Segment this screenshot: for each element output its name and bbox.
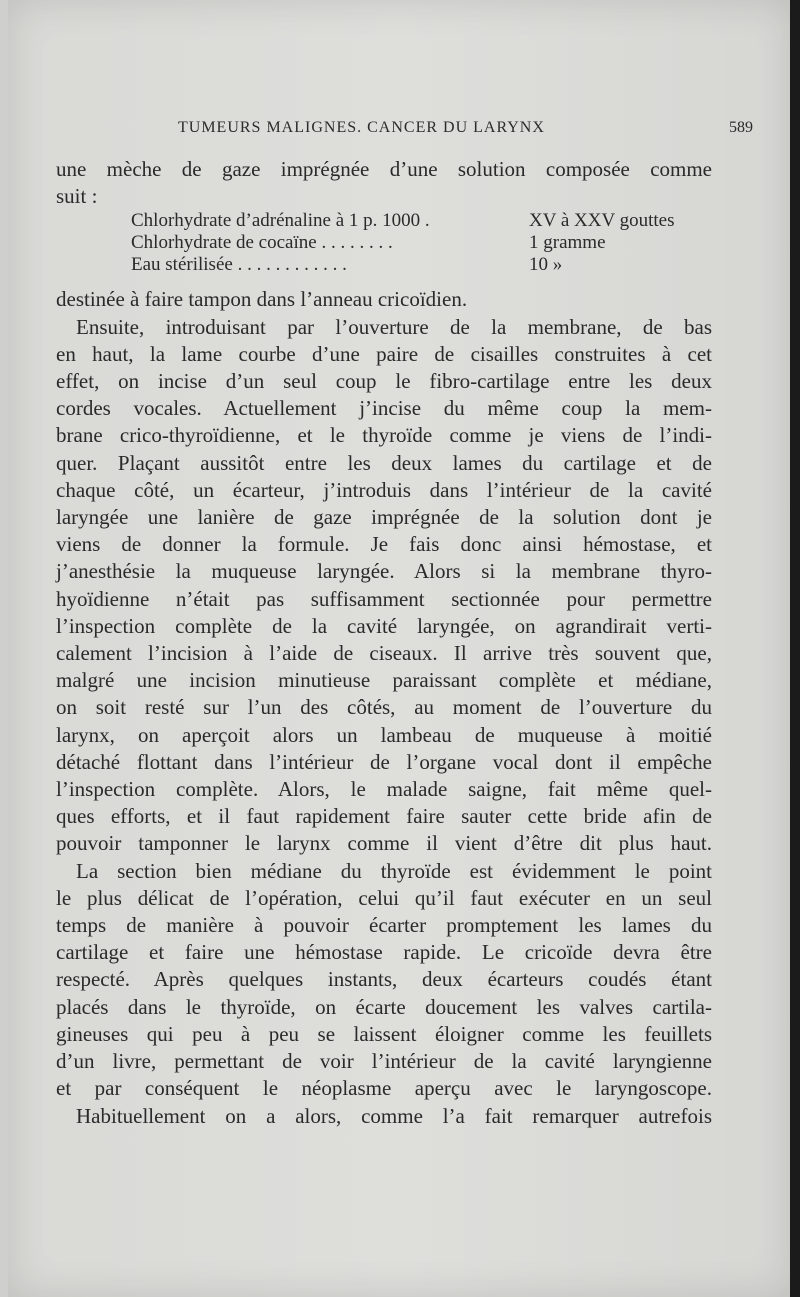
- paragraph-line: et par conséquent le néoplasme aperçu avec le laryngoscope.: [56, 1076, 712, 1101]
- paragraph-line: détaché flottant dans l’intérieur de l’organe vocal dont il empêche: [56, 749, 712, 774]
- running-title: TUMEURS MALIGNES. CANCER DU LARYNX: [178, 119, 545, 136]
- ingredient-list: [131, 210, 716, 276]
- paragraph-line: cartilage et faire une hémostase rapide. Le cricoïde devra être: [56, 940, 712, 965]
- paragraph-line: chaque côté, un écarteur, j’introduis dans l’intérieur de la cavité: [56, 477, 712, 502]
- ingredient-quantity: 10 »: [529, 254, 563, 276]
- paragraph-line: l’inspection complète de la cavité laryngée, on agrandirait verti-: [56, 613, 712, 638]
- paragraph-line: hyoïdienne n’était pas suffisamment sectionnée pour permettre: [56, 586, 712, 611]
- ingredient-quantity: XV à XXV gouttes: [529, 210, 675, 232]
- paragraph-line: cordes vocales. Actuellement j’incise du même coup la mem-: [56, 396, 712, 421]
- body-line: destinée à faire tampon dans l’anneau cricoïdien.: [56, 287, 468, 312]
- paragraph-line: j’anesthésie la muqueuse laryngée. Alors si la membrane thyro-: [56, 559, 712, 584]
- paragraph-line: le plus délicat de l’opération, celui qu’il faut exécuter en un seul: [56, 885, 712, 910]
- ingredient-name: Eau stérilisée . . . . . . . . . . . .: [131, 254, 347, 276]
- paragraph-line: brane crico-thyroïdienne, et le thyroïde comme je viens de l’indi-: [56, 423, 712, 448]
- paragraph-line: gineuses qui peu à peu se laissent éloigner comme les feuillets: [56, 1021, 712, 1046]
- paragraph-line: effet, on incise d’un seul coup le fibro-cartilage entre les deux: [56, 369, 712, 394]
- scan-edge: [790, 0, 800, 1297]
- paragraph-line: pouvoir tamponner le larynx comme il vient d’être dit plus haut.: [56, 831, 712, 856]
- paragraph-line: on soit resté sur l’un des côtés, au moment de l’ouverture du: [56, 695, 712, 720]
- ingredient-name: Chlorhydrate de cocaïne . . . . . . . .: [131, 232, 393, 254]
- body-line: suit :: [56, 184, 98, 209]
- paragraph-line: en haut, la lame courbe d’une paire de cisailles construites à cet: [56, 341, 712, 366]
- paragraph-line: La section bien médiane du thyroïde est évidemment le point: [76, 858, 712, 883]
- paragraph-line: respecté. Après quelques instants, deux écarteurs coudés étant: [56, 967, 712, 992]
- paragraph-line: larynx, on aperçoit alors un lambeau de muqueuse à moitié: [56, 722, 712, 747]
- paragraph-line: l’inspection complète. Alors, le malade saigne, fait même quel-: [56, 777, 712, 802]
- paragraph-line: malgré une incision minutieuse paraissant complète et médiane,: [56, 668, 712, 693]
- paragraph-line: calement l’incision à l’aide de ciseaux. Il arrive très souvent que,: [56, 641, 712, 666]
- paragraph-line: placés dans le thyroïde, on écarte doucement les valves cartila-: [56, 994, 712, 1019]
- ingredient-row: [131, 254, 716, 276]
- body-line: une mèche de gaze imprégnée d’une solution composée comme: [56, 157, 712, 181]
- paragraph-line: viens de donner la formule. Je fais donc ainsi hémostase, et: [56, 532, 712, 557]
- paragraph-line: laryngée une lanière de gaze imprégnée de la solution dont je: [56, 505, 712, 530]
- paragraph-line: Ensuite, introduisant par l’ouverture de la membrane, de bas: [76, 314, 712, 339]
- ingredient-row: [131, 232, 716, 254]
- page-number: 589: [729, 119, 753, 136]
- paragraph-line: quer. Plaçant aussitôt entre les deux lames du cartilage et de: [56, 450, 712, 475]
- scanned-book-page: [8, 0, 794, 1297]
- paragraph-line: Habituellement on a alors, comme l’a fait remarquer autrefois: [76, 1103, 712, 1128]
- ingredient-row: [131, 210, 716, 232]
- paragraph-line: temps de manière à pouvoir écarter promptement les lames du: [56, 913, 712, 938]
- page-header: [48, 112, 753, 142]
- ingredient-quantity: 1 gramme: [529, 232, 606, 254]
- paragraph-line: d’un livre, permettant de voir l’intérieur de la cavité laryngienne: [56, 1049, 712, 1074]
- ingredient-name: Chlorhydrate d’adrénaline à 1 p. 1000 .: [131, 210, 430, 232]
- body-text: [56, 156, 712, 1130]
- paragraph-line: ques efforts, et il faut rapidement faire sauter cette bride afin de: [56, 804, 712, 829]
